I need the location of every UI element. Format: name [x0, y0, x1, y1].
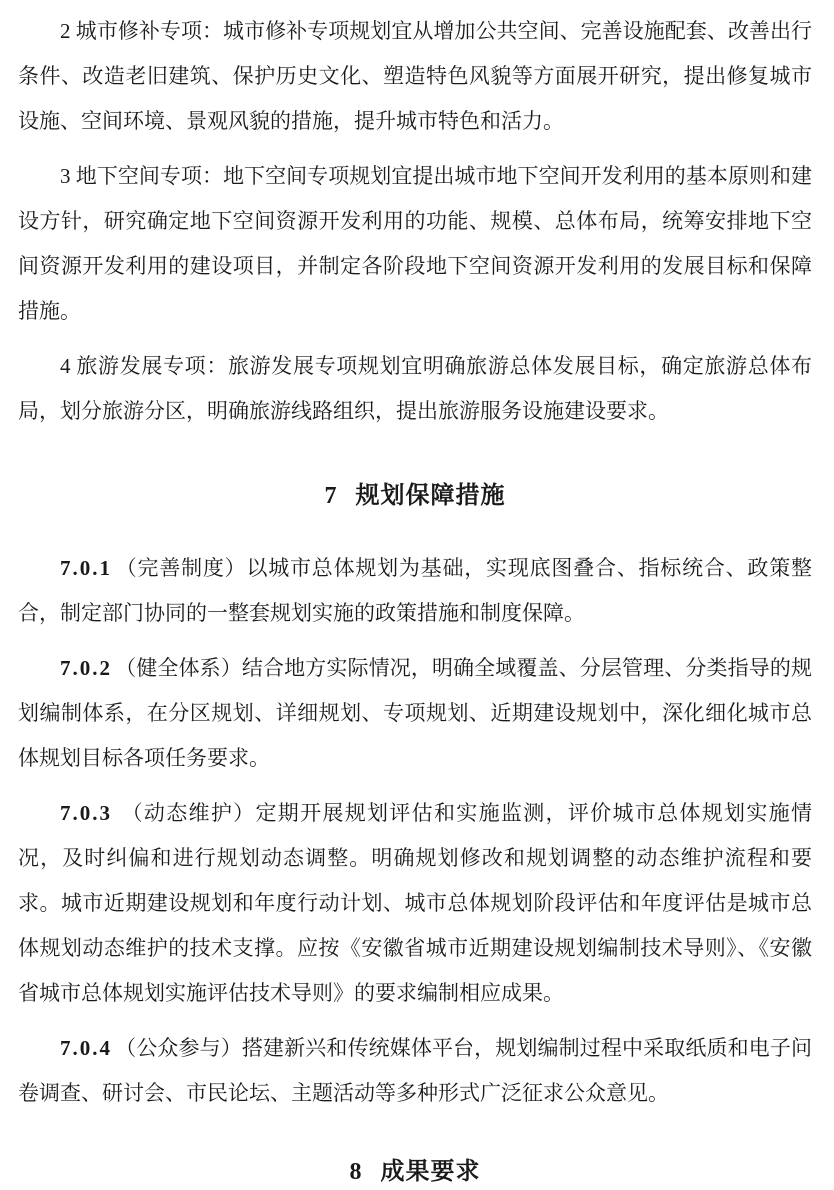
section-7-0-2-number: 7.0.2: [60, 656, 112, 680]
chapter-8-title: 成果要求: [380, 1159, 481, 1185]
chapter-7-heading: [18, 478, 812, 514]
chapter-8-number: 8: [349, 1159, 363, 1185]
section-7-0-1-number: 7.0.1: [60, 556, 112, 580]
chapter-7-title: 规划保障措施: [355, 483, 506, 509]
paragraph-city-repair-special: 2 城市修补专项：城市修补专项规划宜从增加公共空间、完善设施配套、改善出行条件、改造老旧建筑、保护历史文化、塑造特色风貌等方面展开研究，提出修复城市设施、空间环境、景观风貌的措施，提升城市特色和活力。: [18, 19, 812, 133]
chapter-7-number: 7: [324, 483, 338, 509]
section-7-0-2-text: （健全体系）结合地方实际情况，明确全域覆盖、分层管理、分类指导的规划编制体系，在分区规划、详细规划、专项规划、近期建设规划中，深化细化城市总体规划目标各项任务要求。: [18, 656, 812, 770]
section-7-0-4: [18, 1026, 812, 1116]
paragraph-tourism-development-special: 4 旅游发展专项：旅游发展专项规划宜明确旅游总体发展目标，确定旅游总体布局，划分旅游分区，明确旅游线路组织，提出旅游服务设施建设要求。: [18, 354, 812, 423]
section-7-0-3: [18, 791, 812, 1016]
section-7-0-3-number: 7.0.3: [60, 801, 112, 825]
section-7-0-1-text: （完善制度）以城市总体规划为基础，实现底图叠合、指标统合、政策整合，制定部门协同的一整套规划实施的政策措施和制度保障。: [18, 556, 812, 625]
section-7-0-3-text: （动态维护）定期开展规划评估和实施监测，评价城市总体规划实施情况，及时纠偏和进行规划动态调整。明确规划修改和规划调整的动态维护流程和要求。城市近期建设规划和年度行动计划、城市总体规划阶段评估和年度评估是城市总体规划动态维护的技术支撑。应按《安徽省城市近期建设规划编制技术导则》、《安徽省城市总体规划实施评估技术导则》的要求编制相应成果。: [18, 801, 812, 1005]
section-7-0-1: [18, 546, 812, 636]
section-7-0-4-number: 7.0.4: [60, 1036, 112, 1060]
chapter-8-heading: [18, 1154, 812, 1190]
paragraph-underground-space-special: 3 地下空间专项：地下空间专项规划宜提出城市地下空间开发利用的基本原则和建设方针，研究确定地下空间资源开发利用的功能、规模、总体布局，统筹安排地下空间资源开发利用的建设项目，并制定各阶段地下空间资源开发利用的发展目标和保障措施。: [18, 164, 812, 323]
section-7-0-4-text: （公众参与）搭建新兴和传统媒体平台，规划编制过程中采取纸质和电子问卷调查、研讨会、市民论坛、主题活动等多种形式广泛征求公众意见。: [18, 1036, 812, 1105]
section-7-0-2: [18, 646, 812, 781]
